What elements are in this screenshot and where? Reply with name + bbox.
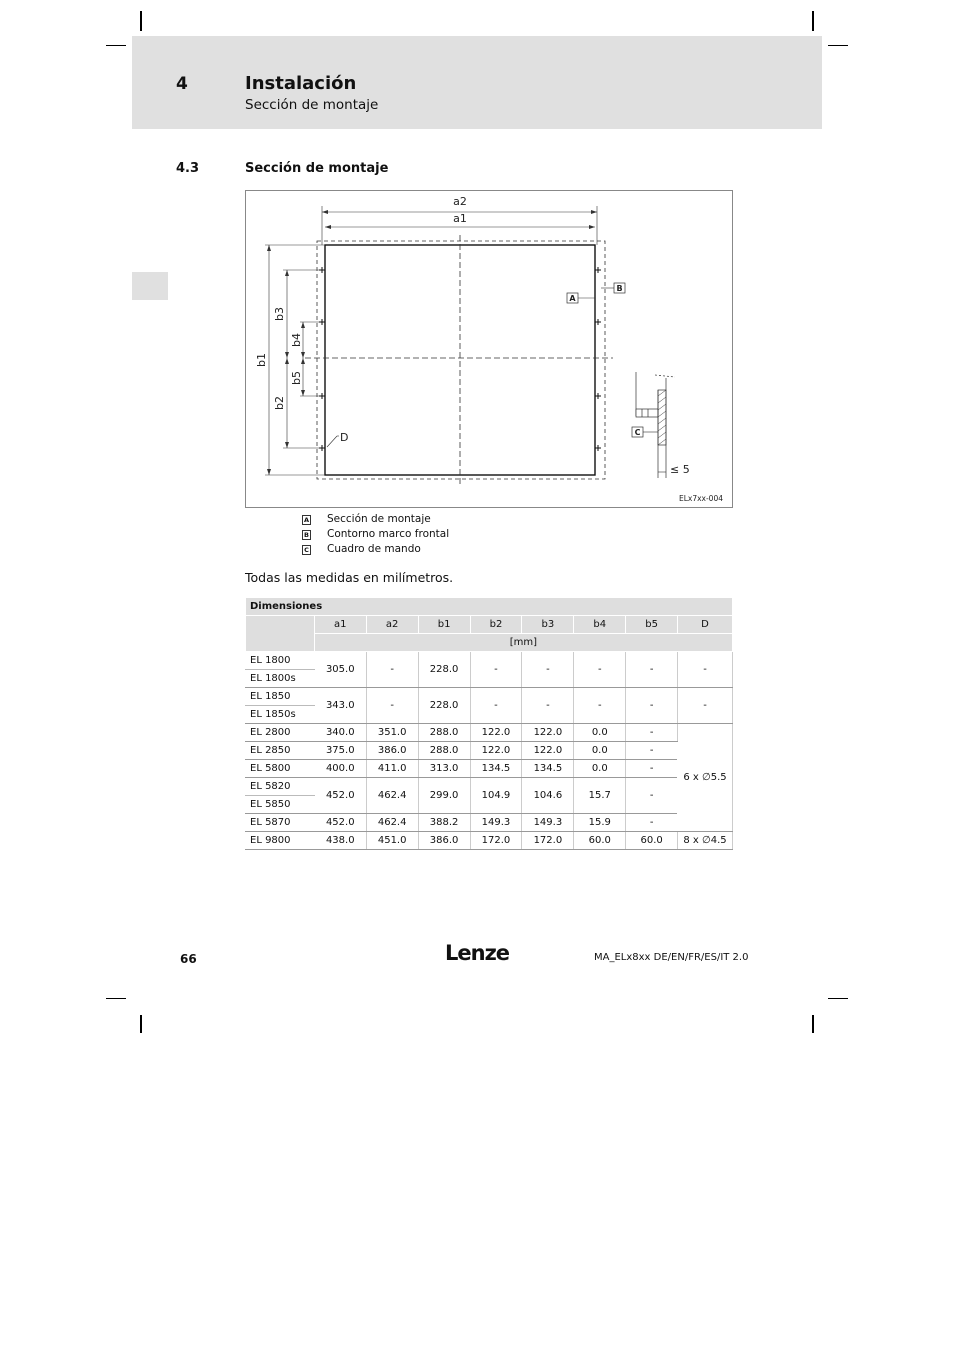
unit-header: [mm] [314, 634, 732, 652]
figure-id: ELx7xx-004 [678, 494, 723, 503]
legend-key: C [302, 545, 311, 555]
table-row [246, 760, 733, 778]
cell-b5: - [626, 742, 678, 760]
device-name: EL 2800 [246, 724, 315, 742]
label-a2: a2 [453, 195, 467, 208]
table-row [246, 832, 733, 850]
cell-b1: 386.0 [418, 832, 470, 850]
cell-a2: 462.4 [366, 814, 418, 832]
cell-b1: 288.0 [418, 742, 470, 760]
cell-b1: 228.0 [418, 688, 470, 724]
cell-b2: 122.0 [470, 724, 522, 742]
cell-b5: - [626, 688, 678, 724]
column-header: b2 [470, 616, 522, 634]
cell-b1: 388.2 [418, 814, 470, 832]
legend-text: Cuadro de mando [327, 543, 421, 555]
cell-b2: 134.5 [470, 760, 522, 778]
cell-b4: 0.0 [574, 760, 626, 778]
cell-b4: 0.0 [574, 724, 626, 742]
legend-item [302, 512, 449, 527]
chapter-number: 4 [176, 74, 188, 94]
table-row [246, 652, 733, 670]
cell-a2: 386.0 [366, 742, 418, 760]
column-header: a2 [366, 616, 418, 634]
label-clearance: ≤ 5 [670, 463, 690, 476]
table-row [246, 724, 733, 742]
section-title: Sección de montaje [245, 161, 389, 176]
units-note: Todas las medidas en milímetros. [245, 570, 454, 585]
cell-a2: - [366, 688, 418, 724]
device-name: EL 9800 [246, 832, 315, 850]
cell-a1: 375.0 [314, 742, 366, 760]
table-row [246, 688, 733, 706]
crop-mark [106, 45, 126, 46]
cell-b1: 288.0 [418, 724, 470, 742]
label-a1: a1 [453, 212, 467, 225]
page-number: 66 [180, 952, 197, 966]
section-number: 4.3 [176, 161, 200, 176]
device-name: EL 5850 [246, 796, 315, 814]
dimensions-table [245, 597, 733, 850]
cell-b1: 228.0 [418, 652, 470, 688]
cell-b5: - [626, 778, 678, 814]
table-title: Dimensiones [246, 598, 733, 616]
cell-a1: 438.0 [314, 832, 366, 850]
cell-b3: 134.5 [522, 760, 574, 778]
lenze-logo: Lenze [445, 941, 510, 965]
cell-a2: 411.0 [366, 760, 418, 778]
cell-a1: 452.0 [314, 814, 366, 832]
label-b2: b2 [273, 396, 286, 410]
cell-a1: 340.0 [314, 724, 366, 742]
cell-a2: 351.0 [366, 724, 418, 742]
cell-a2: 462.4 [366, 778, 418, 814]
device-name: EL 5820 [246, 778, 315, 796]
cell-b1: 313.0 [418, 760, 470, 778]
cell-d-group: 6 x ∅5.5 [678, 724, 733, 832]
legend-item [302, 542, 449, 557]
device-name: EL 5870 [246, 814, 315, 832]
figure-legend [302, 512, 449, 557]
cell-b4: - [574, 688, 626, 724]
cell-d: 8 x ∅4.5 [678, 832, 733, 850]
legend-item [302, 527, 449, 542]
device-name: EL 2850 [246, 742, 315, 760]
mounting-cutout-drawing [245, 190, 733, 508]
device-name: EL 1850 [246, 688, 315, 706]
cell-b4: 60.0 [574, 832, 626, 850]
device-name: EL 5800 [246, 760, 315, 778]
chapter-subtitle: Sección de montaje [245, 97, 379, 113]
legend-key: B [302, 530, 311, 540]
cell-d: - [678, 652, 733, 688]
label-b4: b4 [290, 333, 303, 347]
label-b3: b3 [273, 307, 286, 321]
cell-b3: 122.0 [522, 724, 574, 742]
label-b1: b1 [255, 353, 268, 367]
table-row [246, 814, 733, 832]
key-b: B [616, 284, 623, 293]
document-reference: MA_ELx8xx DE/EN/FR/ES/IT 2.0 [594, 952, 749, 963]
cell-b1: 299.0 [418, 778, 470, 814]
column-header: D [678, 616, 733, 634]
header-blank [246, 616, 315, 652]
cell-b5: - [626, 760, 678, 778]
cell-b3: 122.0 [522, 742, 574, 760]
chapter-title: Instalación [245, 73, 357, 94]
cell-b4: 15.7 [574, 778, 626, 814]
column-header: b1 [418, 616, 470, 634]
cell-a1: 343.0 [314, 688, 366, 724]
cell-b3: - [522, 688, 574, 724]
column-header: b5 [626, 616, 678, 634]
cell-b2: - [470, 688, 522, 724]
label-b5: b5 [290, 371, 303, 385]
column-header: b4 [574, 616, 626, 634]
cell-a1: 305.0 [314, 652, 366, 688]
cell-b4: 15.9 [574, 814, 626, 832]
crop-mark [140, 1015, 142, 1033]
crop-mark [812, 1015, 814, 1033]
cell-b5: - [626, 814, 678, 832]
cell-a1: 400.0 [314, 760, 366, 778]
cell-b3: 149.3 [522, 814, 574, 832]
crop-mark [828, 998, 848, 999]
crop-mark [140, 11, 142, 31]
header-band [132, 36, 822, 129]
cell-b2: - [470, 652, 522, 688]
device-name: EL 1850s [246, 706, 315, 724]
crop-mark [106, 998, 126, 999]
key-c: C [634, 428, 641, 437]
cell-b3: 104.6 [522, 778, 574, 814]
cell-d: - [678, 688, 733, 724]
cell-a2: 451.0 [366, 832, 418, 850]
legend-text: Contorno marco frontal [327, 528, 450, 540]
cell-b5: 60.0 [626, 832, 678, 850]
column-header: b3 [522, 616, 574, 634]
cell-b2: 122.0 [470, 742, 522, 760]
column-header: a1 [314, 616, 366, 634]
crop-mark [828, 45, 848, 46]
label-d: D [340, 431, 349, 444]
device-name: EL 1800s [246, 670, 315, 688]
chapter-tab [132, 272, 168, 300]
legend-text: Sección de montaje [327, 513, 431, 525]
device-name: EL 1800 [246, 652, 315, 670]
cell-b2: 172.0 [470, 832, 522, 850]
cell-b5: - [626, 724, 678, 742]
table-row [246, 742, 733, 760]
cell-b3: 172.0 [522, 832, 574, 850]
table-row [246, 778, 733, 796]
cell-b4: - [574, 652, 626, 688]
key-a: A [569, 294, 576, 303]
cell-b3: - [522, 652, 574, 688]
cell-b4: 0.0 [574, 742, 626, 760]
cell-b2: 104.9 [470, 778, 522, 814]
crop-mark [812, 11, 814, 31]
legend-key: A [303, 515, 310, 524]
cell-a2: - [366, 652, 418, 688]
cell-a1: 452.0 [314, 778, 366, 814]
cell-b2: 149.3 [470, 814, 522, 832]
cell-b5: - [626, 652, 678, 688]
